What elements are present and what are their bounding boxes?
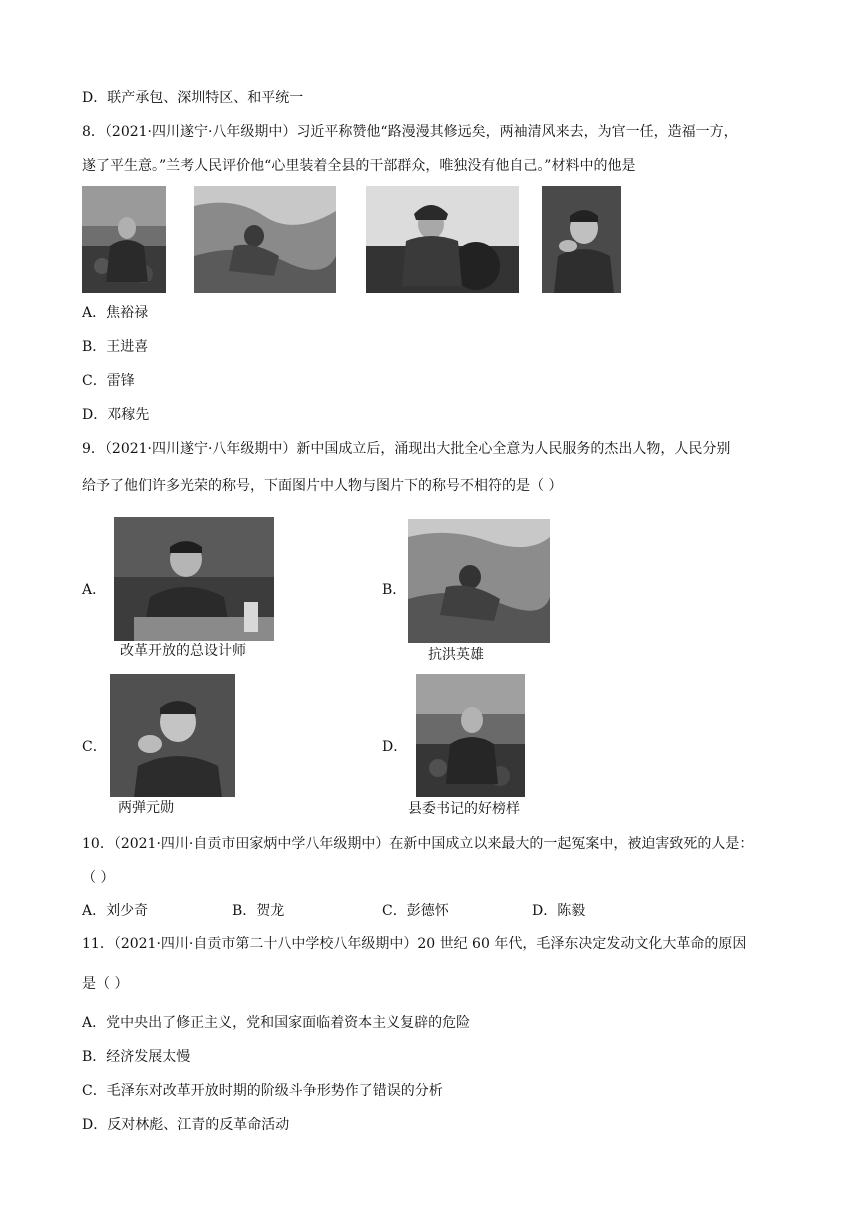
q9-caption-b: 抗洪英雄 [428,647,484,663]
q11-option-b: B．经济发展太慢 [82,1049,191,1065]
q11-option-a: A．党中央出了修正主义，党和国家面临着资本主义复辟的危险 [82,1015,471,1031]
q8-option-b: B．王进喜 [82,339,149,355]
q11-option-d: D．反对林彪、江青的反革命活动 [82,1117,290,1133]
q9-stem-line1: 9．（2021·四川遂宁·八年级期中）新中国成立后，涌现出大批全心全意为人民服务的杰出人物，人民分别 [82,441,731,457]
q11-stem-line1: 11．（2021·四川·自贡市第二十八中学校八年级期中）20 世纪 60 年代，毛泽东决定发动文化大革命的原因 [82,936,747,952]
q10-option-a: A．刘少奇 [82,903,149,919]
q8-photo-4 [542,186,621,293]
q8-photo-1 [82,186,166,293]
q8-photo-2 [194,186,336,293]
q9-caption-a: 改革开放的总设计师 [120,643,246,659]
q8-stem-line1: 8．（2021·四川遂宁·八年级期中）习近平称赞他“路漫漫其修远矣，两袖清风来去，为官一任，造福一方， [82,124,738,140]
q9-photo-c [110,674,235,797]
q9-caption-c: 两弹元勋 [118,800,174,816]
q10-stem-line2: （ ） [82,870,115,886]
q9-option-b-label: B． [382,582,407,598]
q8-option-d: D．邓稼先 [82,407,150,423]
q10-option-d: D．陈毅 [532,903,586,919]
q10-option-b: B．贺龙 [232,903,285,919]
q10-option-c: C．彭德怀 [382,903,449,919]
q9-caption-d: 县委书记的好榜样 [408,801,520,817]
q11-option-c: C．毛泽东对改革开放时期的阶级斗争形势作了错误的分析 [82,1083,443,1099]
q11-stem-line2: 是（ ） [82,976,129,992]
q8-option-a: A．焦裕禄 [82,305,149,321]
q9-option-a-label: A． [82,582,107,598]
q9-option-d-label: D． [382,739,408,755]
q8-stem-line2: 遂了平生意。”兰考人民评价他“心里装着全县的干部群众，唯独没有他自己。”材料中的他是 [82,158,636,174]
q9-option-c-label: C． [82,739,107,755]
q7-option-d: D．联产承包、深圳特区、和平统一 [82,90,304,106]
q9-photo-a [114,517,274,641]
q8-option-c: C．雷锋 [82,373,135,389]
q9-photo-b [408,519,550,643]
q9-stem-line2: 给予了他们许多光荣的称号，下面图片中人物与图片下的称号不相符的是（ ） [82,478,563,494]
q9-photo-d [416,674,525,797]
q10-stem-line1: 10．（2021·四川·自贡市田家炳中学八年级期中）在新中国成立以来最大的一起冤案中，被迫害致死的人是： [82,836,754,852]
q8-photo-3 [366,186,519,293]
